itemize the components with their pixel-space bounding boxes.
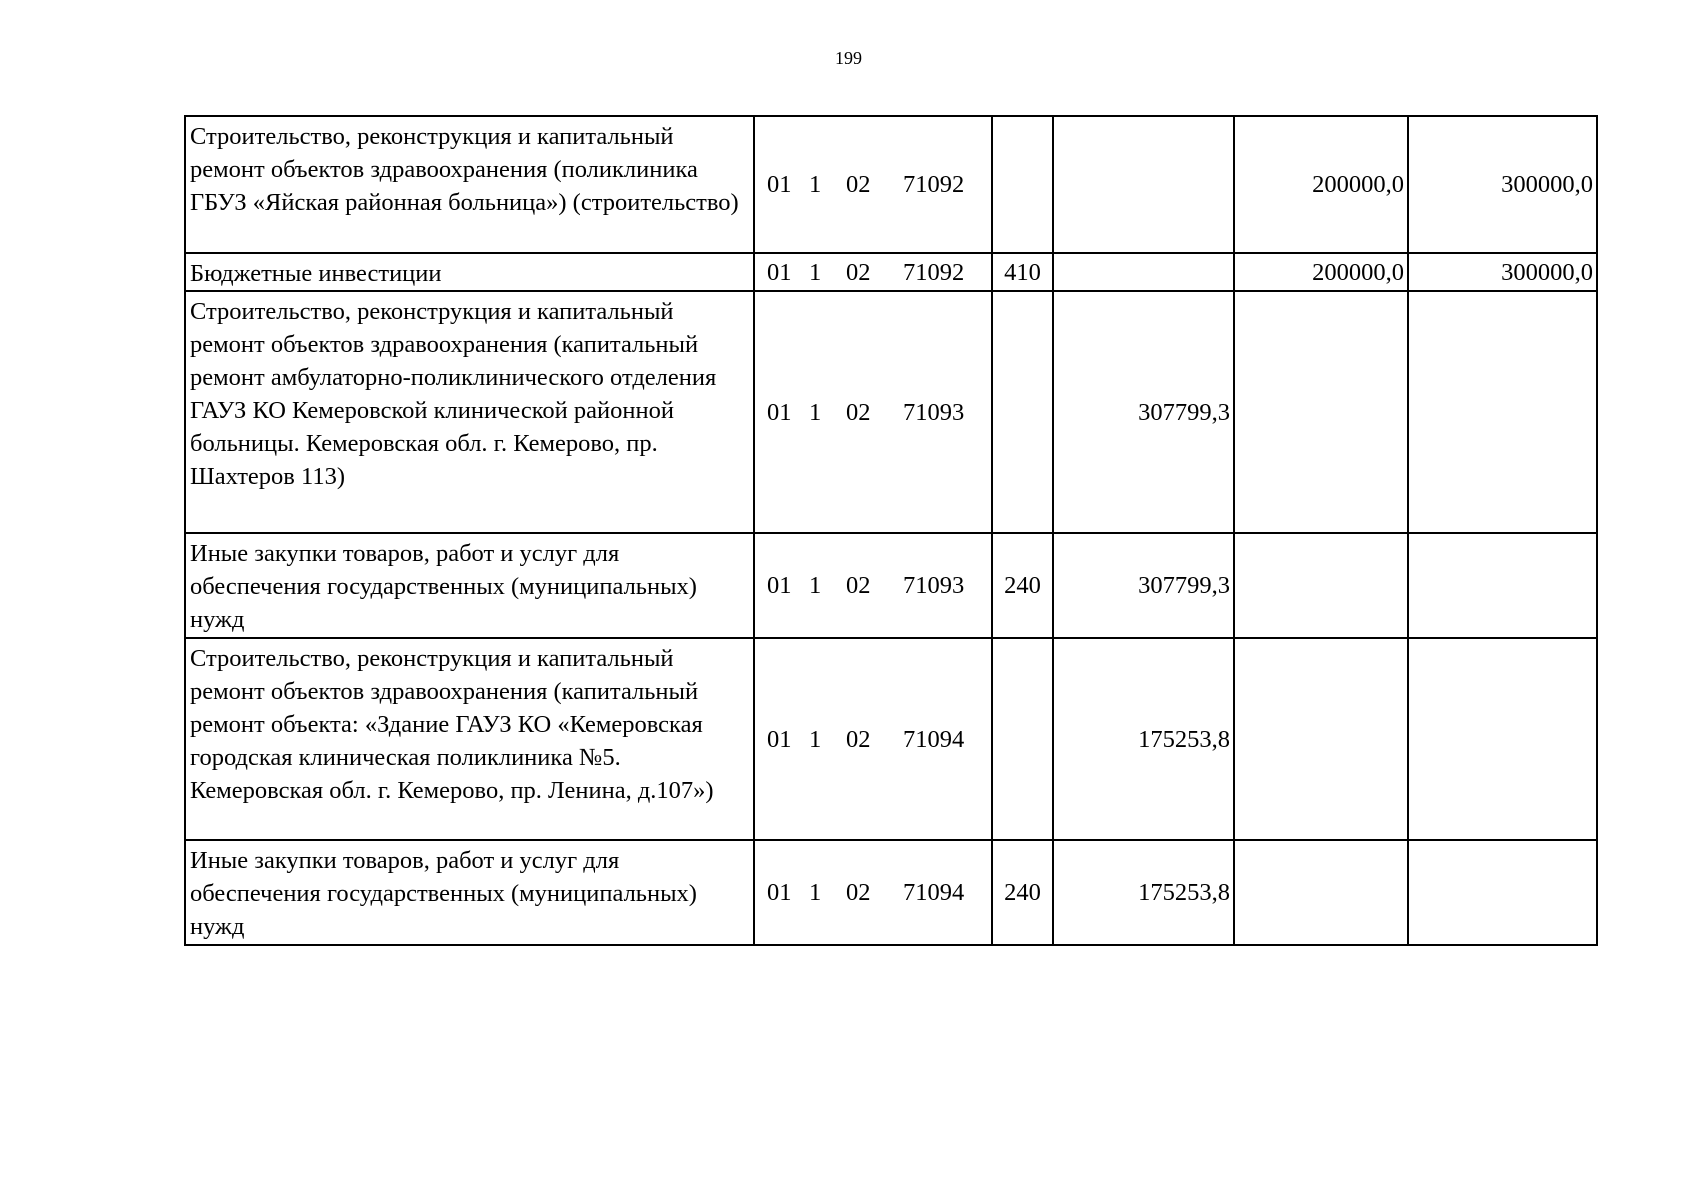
expense-type-cell bbox=[992, 638, 1053, 840]
expense-type-cell: 410 bbox=[992, 253, 1053, 291]
expense-type-cell bbox=[992, 116, 1053, 253]
program-code: 01 bbox=[767, 398, 792, 426]
program-code: 01 bbox=[767, 725, 792, 753]
expense-name-cell: Бюджетные инвестиции bbox=[185, 253, 754, 291]
activity-code: 02 bbox=[846, 725, 871, 753]
target-article-code-cell bbox=[754, 116, 992, 253]
table-row bbox=[185, 253, 1597, 291]
expense-name-cell: Иные закупки товаров, работ и услуг для обеспечения государственных (муниципальных) нужд bbox=[185, 840, 754, 945]
subprogram-code: 1 bbox=[809, 398, 822, 426]
sum-year-3-cell bbox=[1408, 638, 1597, 840]
program-code: 01 bbox=[767, 572, 792, 599]
direction-code: 71093 bbox=[903, 398, 965, 426]
subprogram-code: 1 bbox=[809, 725, 822, 753]
expense-name-cell: Иные закупки товаров, работ и услуг для обеспечения государственных (муниципальных) нужд bbox=[185, 533, 754, 638]
sum-year-2-cell bbox=[1234, 291, 1408, 533]
sum-year-2-cell bbox=[1234, 840, 1408, 945]
expense-type-cell: 240 bbox=[992, 840, 1053, 945]
target-article-code-cell bbox=[754, 253, 992, 291]
subprogram-code: 1 bbox=[809, 879, 822, 906]
expense-name-cell: Строительство, реконструкция и капитальный ремонт объектов здравоохранения (капитальный ремонт объекта: «Здание ГАУЗ КО «Кемеровская городская клиническая поликлиника №5. Кемеровская обл. г. Кемерово, пр. Ленина, д.107») bbox=[185, 638, 754, 840]
sum-year-1-cell: 307799,3 bbox=[1053, 533, 1234, 638]
subprogram-code: 1 bbox=[809, 171, 822, 198]
sum-year-1-cell: 307799,3 bbox=[1053, 291, 1234, 533]
subprogram-code: 1 bbox=[809, 572, 822, 599]
direction-code: 71092 bbox=[903, 258, 965, 286]
table-row bbox=[185, 116, 1597, 253]
expense-name-cell: Строительство, реконструкция и капитальный ремонт объектов здравоохранения (поликлиника ГБУЗ «Яйская районная больница») (строительство) bbox=[185, 116, 754, 253]
expense-type-cell: 240 bbox=[992, 533, 1053, 638]
page-number: 199 bbox=[835, 48, 862, 68]
activity-code: 02 bbox=[846, 171, 871, 198]
sum-year-3-cell: 300000,0 bbox=[1408, 253, 1597, 291]
program-code: 01 bbox=[767, 258, 792, 286]
expense-type-cell bbox=[992, 291, 1053, 533]
sum-year-2-cell: 200000,0 bbox=[1234, 253, 1408, 291]
sum-year-1-cell bbox=[1053, 253, 1234, 291]
table-row bbox=[185, 638, 1597, 840]
sum-year-3-cell bbox=[1408, 840, 1597, 945]
sum-year-3-cell: 300000,0 bbox=[1408, 116, 1597, 253]
activity-code: 02 bbox=[846, 258, 871, 286]
table-row bbox=[185, 291, 1597, 533]
target-article-code-cell bbox=[754, 638, 992, 840]
direction-code: 71094 bbox=[903, 879, 965, 906]
table-row bbox=[185, 840, 1597, 945]
target-article-code-cell bbox=[754, 533, 992, 638]
target-article-code-cell bbox=[754, 840, 992, 945]
activity-code: 02 bbox=[846, 398, 871, 426]
sum-year-1-cell bbox=[1053, 116, 1234, 253]
sum-year-1-cell: 175253,8 bbox=[1053, 840, 1234, 945]
sum-year-2-cell: 200000,0 bbox=[1234, 116, 1408, 253]
expense-name-cell: Строительство, реконструкция и капитальный ремонт объектов здравоохранения (капитальный ремонт амбулаторно-поликлинического отделения ГАУЗ КО Кемеровской клинической районной больницы. Кемеровская обл. г. Кемерово, пр. Шахтеров 113) bbox=[185, 291, 754, 533]
sum-year-2-cell bbox=[1234, 533, 1408, 638]
direction-code: 71092 bbox=[903, 171, 965, 198]
sum-year-1-cell: 175253,8 bbox=[1053, 638, 1234, 840]
activity-code: 02 bbox=[846, 572, 871, 599]
budget-table bbox=[184, 115, 1598, 946]
direction-code: 71094 bbox=[903, 725, 965, 753]
activity-code: 02 bbox=[846, 879, 871, 906]
table-row bbox=[185, 533, 1597, 638]
direction-code: 71093 bbox=[903, 572, 965, 599]
subprogram-code: 1 bbox=[809, 258, 822, 286]
program-code: 01 bbox=[767, 171, 792, 198]
sum-year-2-cell bbox=[1234, 638, 1408, 840]
sum-year-3-cell bbox=[1408, 291, 1597, 533]
program-code: 01 bbox=[767, 879, 792, 906]
sum-year-3-cell bbox=[1408, 533, 1597, 638]
target-article-code-cell bbox=[754, 291, 992, 533]
